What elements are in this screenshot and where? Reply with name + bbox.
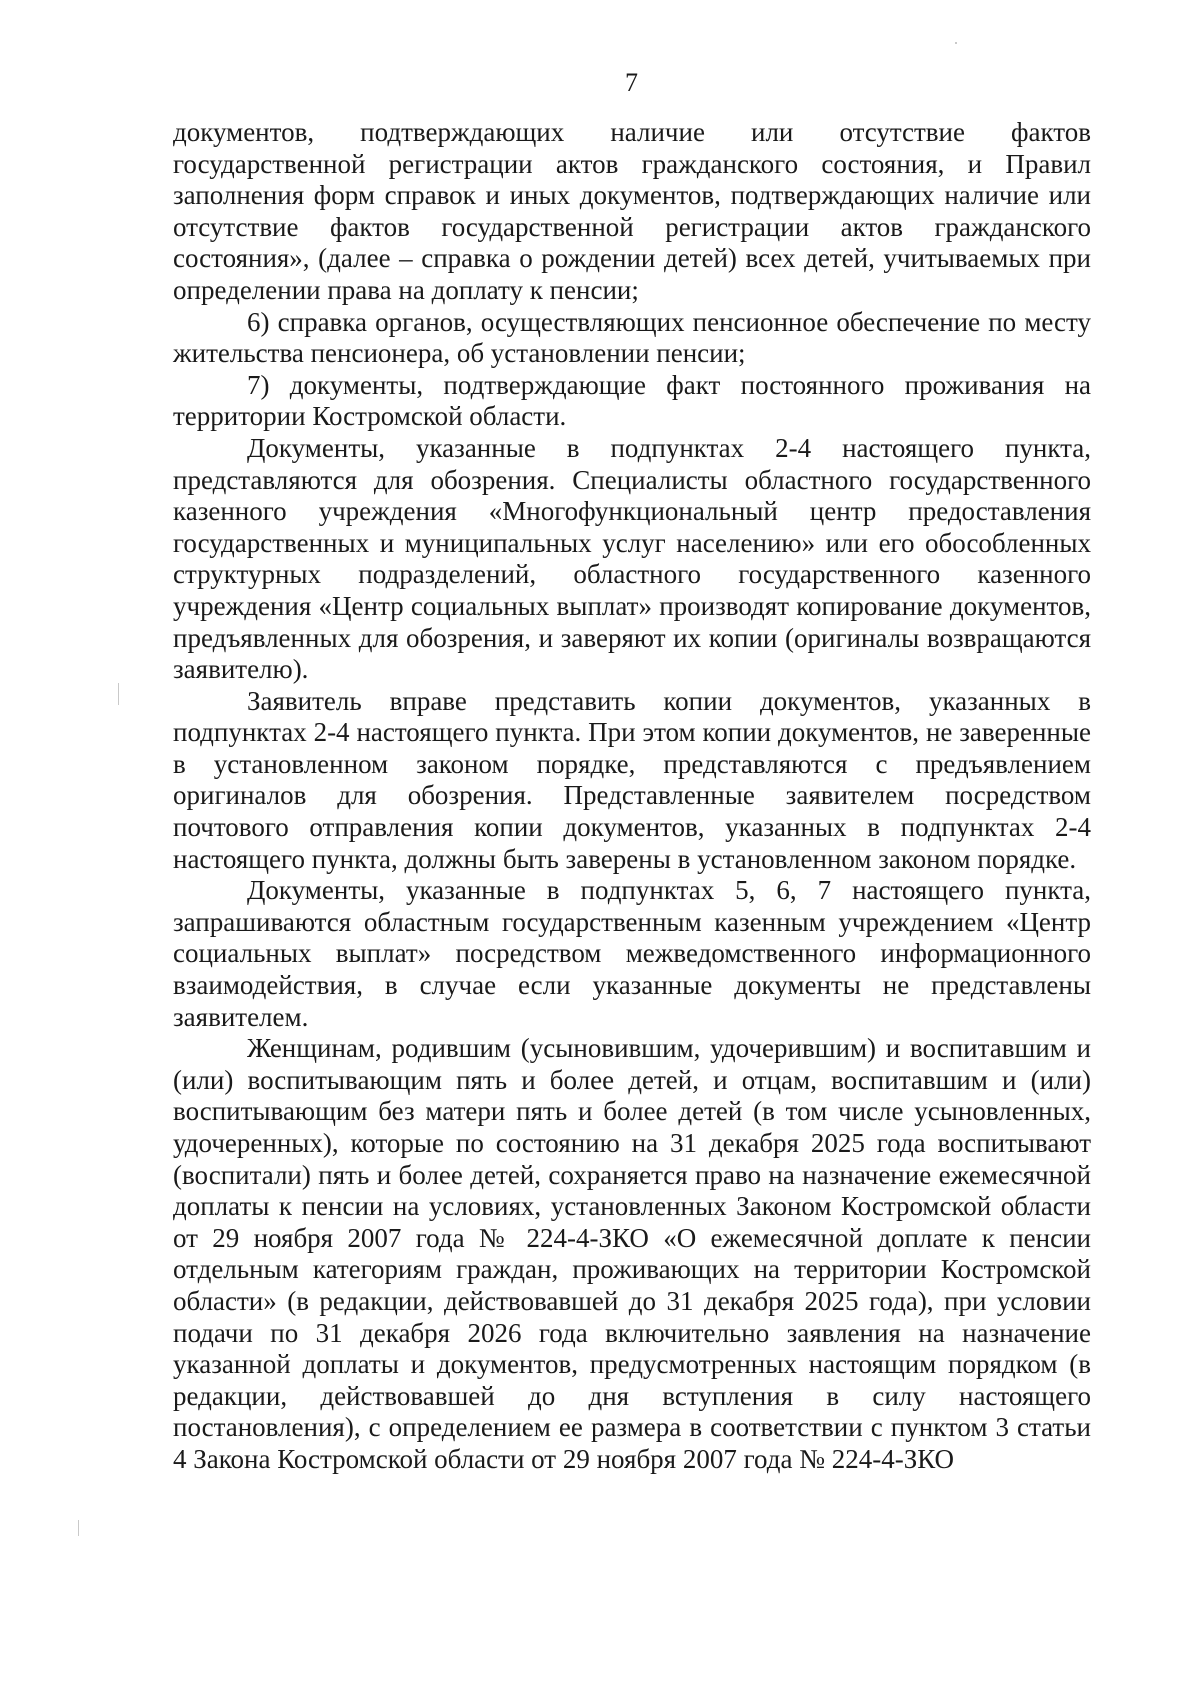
- paragraph-applicant-copies: Заявитель вправе представить копии документов, указанных в подпунктах 2-4 настоящего пункта. При этом копии документов, не заверенные в установленном законом порядке, представляются с предъявлением оригиналов для обозрения. Представленные заявителем посредством почтового отправления копии документов, указанных в подпунктах 2-4 настоящего пункта, должны быть заверены в установленном законом порядке.: [173, 685, 1091, 874]
- paragraph-transitional-right: Женщинам, родившим (усыновившим, удочерившим) и воспитавшим и (или) воспитывающим пять и более детей, и отцам, воспитавшим и (или) воспитывающим без матери пять и более детей (в том числе усыновленных, удочеренных), которые по состоянию на 31 декабря 2025 года воспитывают (воспитали) пять и более детей, сохраняется право на назначение ежемесячной доплаты к пенсии на условиях, установленных Законом Костромской области от 29 ноября 2007 года № 224-4-ЗКО «О ежемесячной доплате к пенсии отдельным категориям граждан, проживающих на территории Костромской области» (в редакции, действовавшей до 31 декабря 2025 года), при условии подачи по 31 декабря 2026 года включительно заявления на назначение указанной доплаты и документов, предусмотренных настоящим порядком (в редакции, действовавшей до дня вступления в силу настоящего постановления), с определением ее размера в соответствии с пунктом 3 статьи 4 Закона Костромской области от 29 ноября 2007 года № 224-4-ЗКО: [173, 1033, 1091, 1474]
- document-body: [173, 117, 1091, 1476]
- page-number: 7: [625, 68, 638, 97]
- paragraph-item-6: 6) справка органов, осуществляющих пенсионное обеспечение по месту жительства пенсионера, об установлении пенсии;: [173, 306, 1091, 369]
- paragraph-interagency-request: Документы, указанные в подпунктах 5, 6, 7 настоящего пункта, запрашиваются областным государственным казенным учреждением «Центр социальных выплат» посредством межведомственного информационного взаимодействия, в случае если указанные документы не представлены заявителем.: [173, 875, 1091, 1032]
- paragraph-item-7: 7) документы, подтверждающие факт постоянного проживания на территории Костромской области.: [173, 369, 1091, 432]
- scan-mark-bottom-left: [78, 1520, 79, 1536]
- scan-mark-left-edge: [118, 683, 119, 705]
- paragraph-documents-review: Документы, указанные в подпунктах 2-4 настоящего пункта, представляются для обозрения. Специалисты областного государственного казенного учреждения «Многофункциональный центр предоставления государственных и муниципальных услуг населению» или его обособленных структурных подразделений, областного государственного казенного учреждения «Центр социальных выплат» производят копирование документов, предъявленных для обозрения, и заверяют их копии (оригиналы возвращаются заявителю).: [173, 432, 1091, 685]
- paragraph-continuation: документов, подтверждающих наличие или отсутствие фактов государственной регистрации актов гражданского состояния, и Правил заполнения форм справок и иных документов, подтверждающих наличие или отсутствие фактов государственной регистрации актов гражданского состояния», (далее – справка о рождении детей) всех детей, учитываемых при определении права на доплату к пенсии;: [173, 117, 1091, 305]
- scan-mark-top-right: [955, 42, 957, 44]
